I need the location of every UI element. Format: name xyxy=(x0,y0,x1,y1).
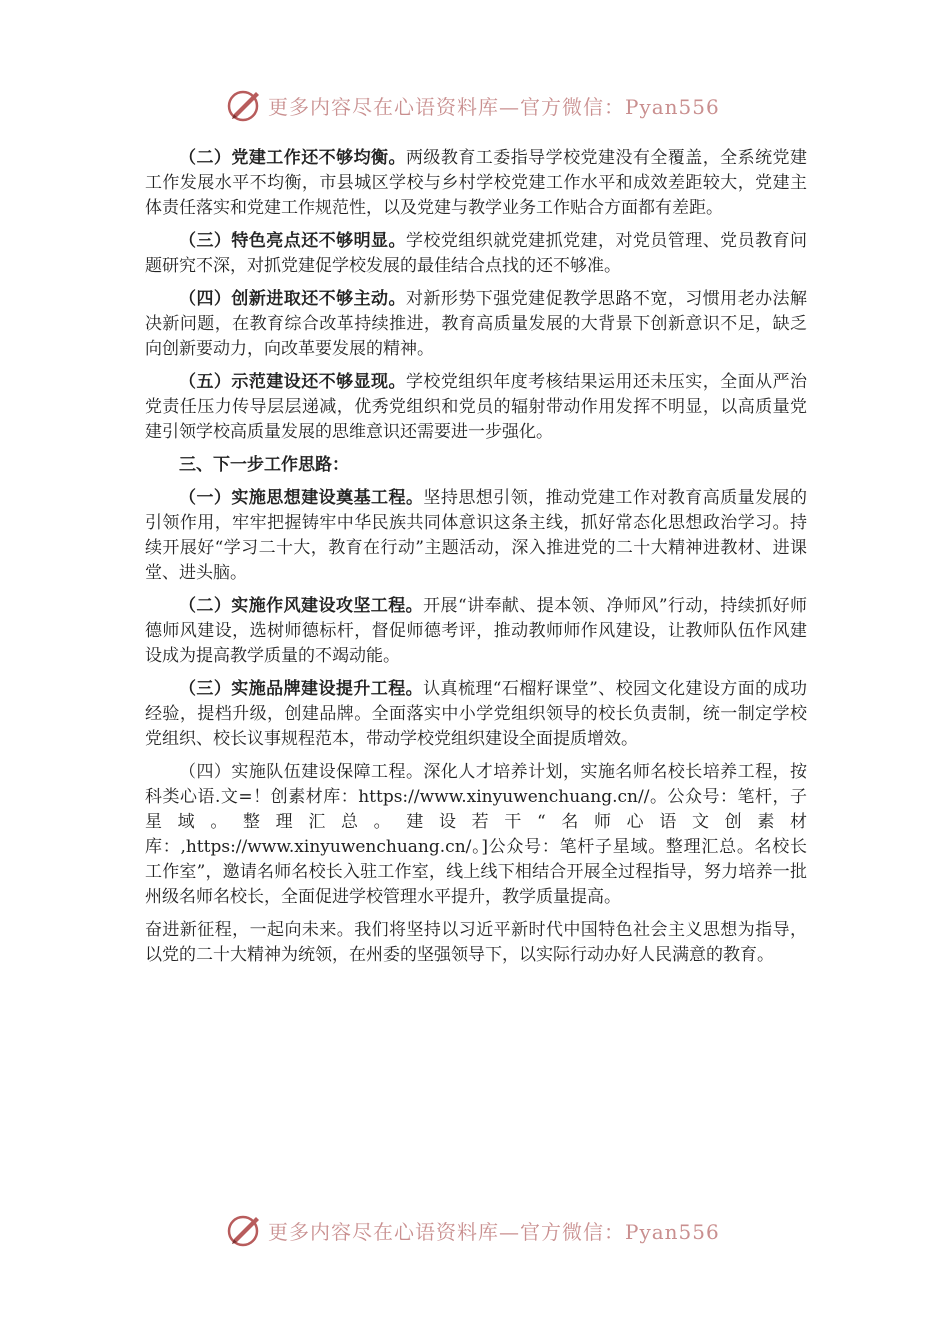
plan-1-title: （一）实施思想建设奠基工程。 xyxy=(179,488,424,508)
header-banner xyxy=(226,85,746,125)
plan-1-text: 坚持思想引领，推动党建工作对教育高质量发展的引领作用，牢牢把握铸牢中华民族共同体意识这条主线，抓好常态化思想政治学习。持续开展好“学习二十大，教育在行动”主题活动，深入推进党的二十大精神进教材、进课堂、进头脑。 xyxy=(145,488,808,583)
issue-3-title: （三）特色亮点还不够明显。 xyxy=(179,231,406,251)
paragraph-issue-2 xyxy=(145,146,807,221)
plan-4-text: （四）实施队伍建设保障工程。深化人才培养计划，实施名师名校长培养工程，按科类心语.文=！创素材库：https://www.xinyuwenchuang.cn//。公众号：笔杆，子星域。整理汇总。建设若干“名师心语文创素材库：,https://www.xinyuwenchuang.cn/。]公众号：笔杆子星域。整理汇总。名校长工作室”，邀请名师名校长入驻工作室，线上线下相结合开展全过程指导，努力培养一批州级名师名校长，全面促进学校管理水平提升，教学质量提高。 xyxy=(145,762,807,907)
paragraph-plan-2 xyxy=(145,594,807,669)
plan-3-text: 认真梳理“石榴籽课堂”、校园文化建设方面的成功经验，提档升级，创建品牌。全面落实中小学党组织领导的校长负责制，统一制定学校党组织、校长议事规程范本，带动学校党组织建设全面提质增效。 xyxy=(145,679,807,749)
paragraph-issue-4 xyxy=(145,287,807,362)
issue-2-text: 两级教育工委指导学校党建没有全覆盖，全系统党建工作发展水平不均衡，市县城区学校与乡村学校党建工作水平和成效差距较大，党建主体责任落实和党建工作规范性，以及党建与教学业务工作贴合方面都有差距。 xyxy=(145,148,808,218)
paragraph-issue-5 xyxy=(145,370,807,445)
banner-text: 更多内容尽在心语资料库—官方微信：Pyan556 xyxy=(268,94,720,119)
plan-3-title: （三）实施品牌建设提升工程。 xyxy=(179,679,424,699)
footer-banner xyxy=(226,1210,746,1250)
pen-logo-icon xyxy=(226,86,264,124)
issue-5-text: 学校党组织年度考核结果运用还未压实，全面从严治党责任压力传导层层递减，优秀党组织和党员的辐射带动作用发挥不明显，以高质量党建引领学校高质量发展的思维意识还需要进一步强化。 xyxy=(145,372,808,442)
paragraph-plan-4 xyxy=(145,760,807,910)
plan-2-title: （二）实施作风建设攻坚工程。 xyxy=(179,596,424,616)
issue-5-title: （五）示范建设还不够显现。 xyxy=(179,372,406,392)
paragraph-plan-1 xyxy=(145,486,807,586)
banner-text: 更多内容尽在心语资料库—官方微信：Pyan556 xyxy=(268,1219,720,1244)
closing-paragraph: 奋进新征程，一起向未来。我们将坚持以习近平新时代中国特色社会主义思想为指导，以党的二十大精神为统领，在州委的坚强领导下，以实际行动办好人民满意的教育。 xyxy=(145,920,807,965)
issue-2-title: （二）党建工作还不够均衡。 xyxy=(179,148,406,168)
plan-2-text: 开展“讲奉献、提本领、净师风”行动，持续抓好师德师风建设，选树师德标杆，督促师德考评，推动教师师作风建设，让教师队伍作风建设成为提高教学质量的不竭动能。 xyxy=(145,596,807,666)
issue-3-text: 学校党组织就党建抓党建，对党员管理、党员教育问题研究不深，对抓党建促学校发展的最佳结合点找的还不够准。 xyxy=(145,231,808,276)
paragraph-issue-3 xyxy=(145,229,807,279)
paragraph-plan-3 xyxy=(145,677,807,752)
pen-logo-icon xyxy=(226,1211,264,1249)
document-body xyxy=(145,146,807,976)
issue-4-title: （四）创新进取还不够主动。 xyxy=(179,289,406,309)
issue-4-text: 对新形势下强党建促教学思路不宽，习惯用老办法解决新问题，在教育综合改革持续推进，教育高质量发展的大背景下创新意识不足，缺乏向创新要动力，向改革要发展的精神。 xyxy=(145,289,808,359)
section-heading: 三、下一步工作思路： xyxy=(179,455,349,475)
